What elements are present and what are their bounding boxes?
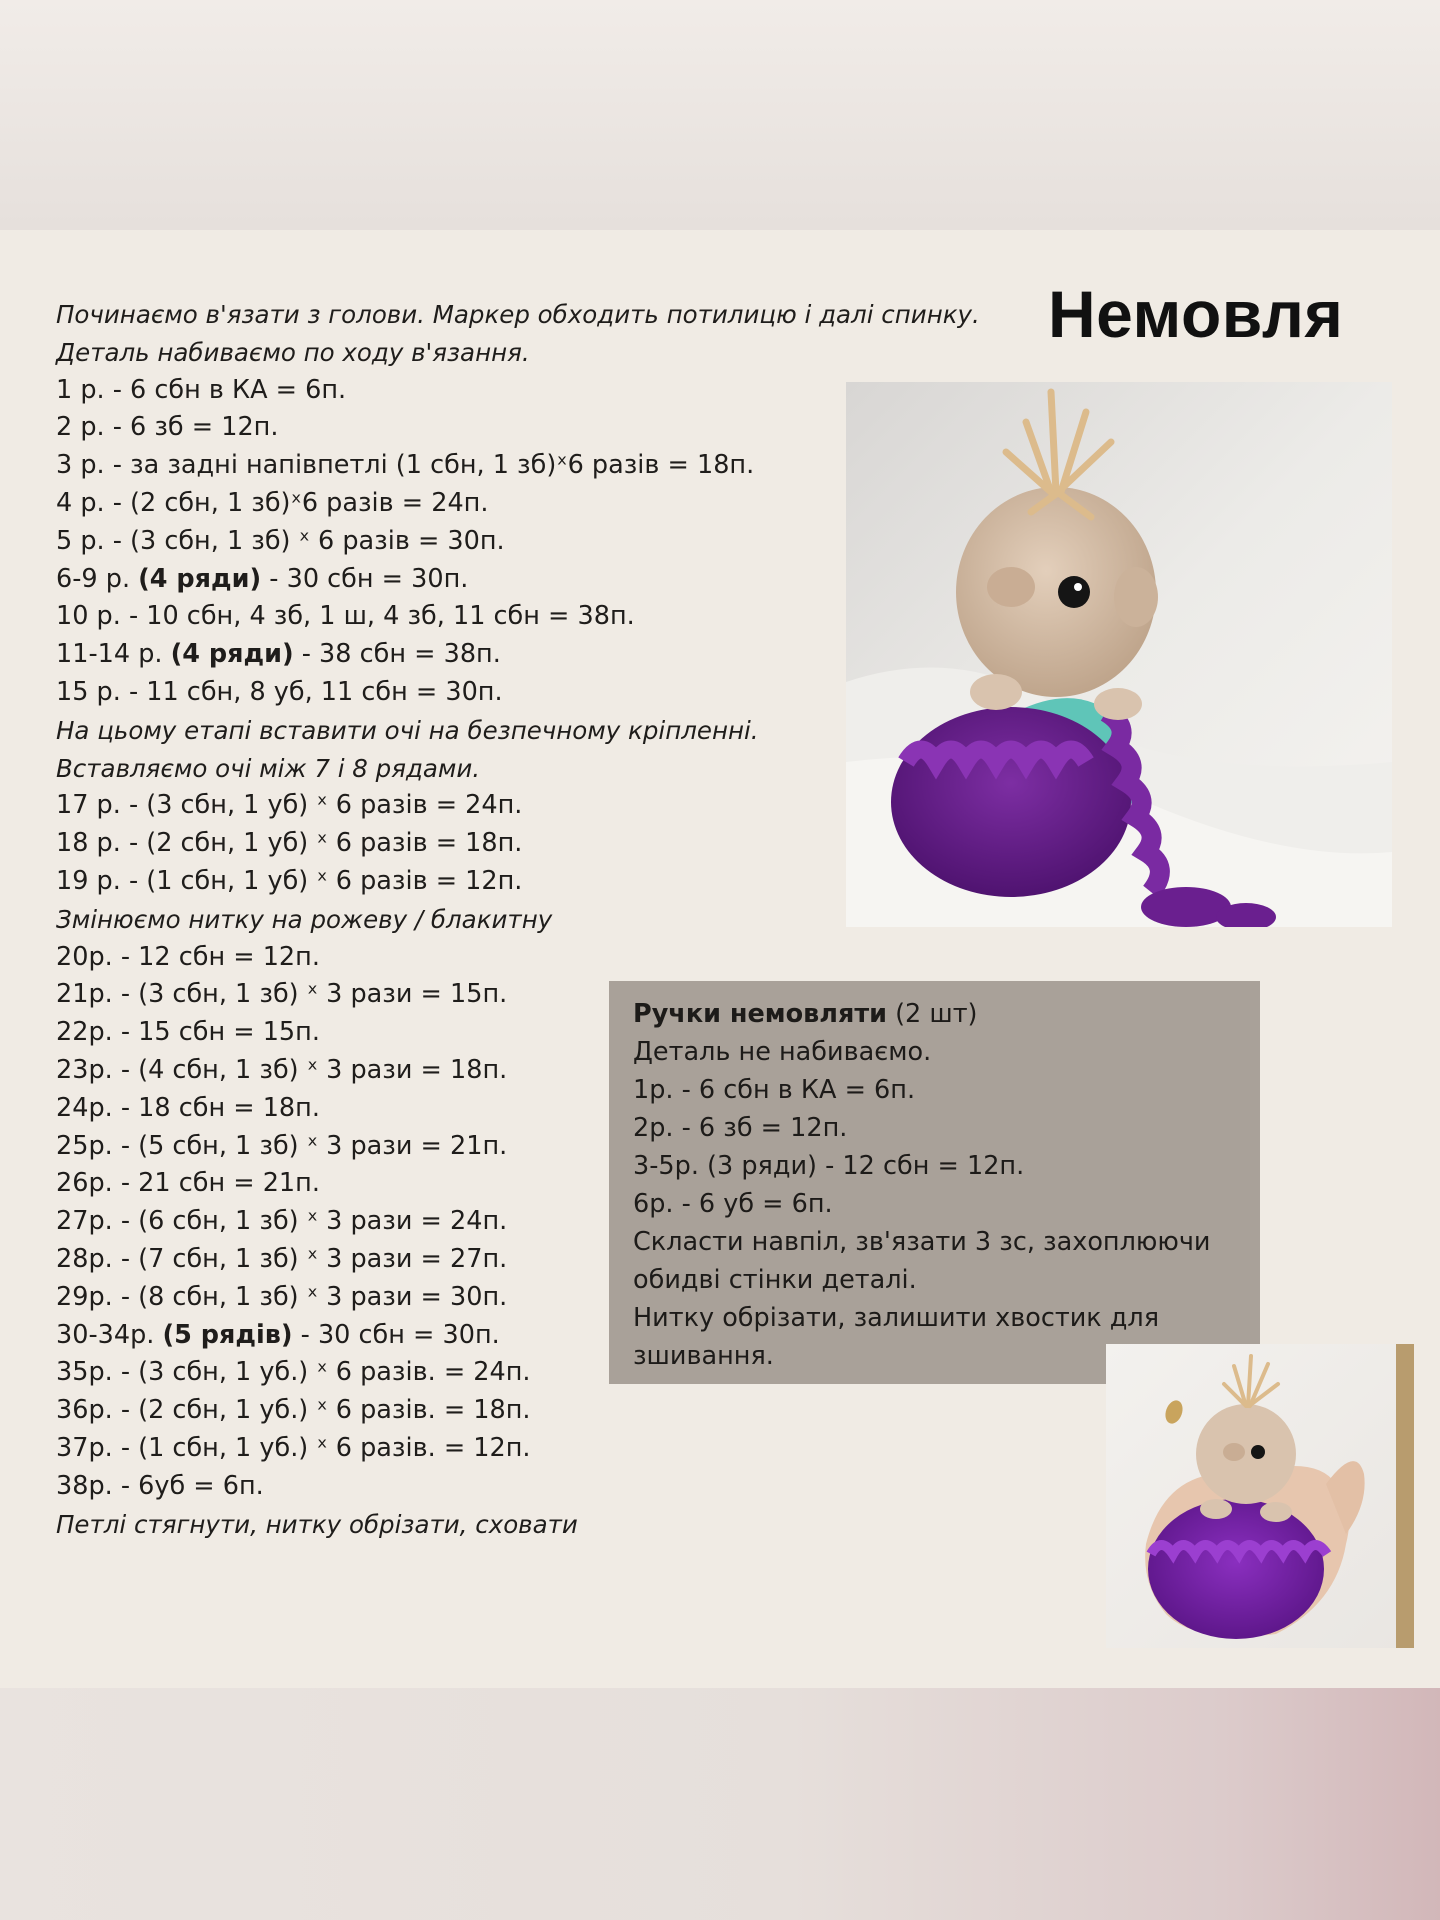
step-row: 28р. - (7 сбн, 1 зб) ˣ 3 рази = 27п.	[56, 1243, 508, 1274]
step-row: 11-14 р. (4 ряди) - 38 сбн = 38п.	[56, 639, 501, 670]
step-row: 2 р. - 6 зб = 12п.	[56, 412, 279, 443]
step-row: 36р. - (2 сбн, 1 уб.) ˣ 6 разів. = 18п.	[56, 1395, 531, 1426]
arms-line: 3-5р. (3 ряди) - 12 сбн = 12п.	[633, 1151, 1025, 1181]
arms-heading: Ручки немовляти (2 шт)	[633, 999, 978, 1029]
step-row: 27р. - (6 сбн, 1 зб) ˣ 3 рази = 24п.	[56, 1206, 508, 1237]
step-row: 1 р. - 6 сбн в КА = 6п.	[56, 374, 347, 405]
step-row: 23р. - (4 сбн, 1 зб) ˣ 3 рази = 18п.	[56, 1054, 508, 1085]
doll-photo	[846, 382, 1392, 927]
arms-line: Деталь не набиваємо.	[633, 1037, 932, 1067]
eyes-note: На цьому етапі вставити очі на безпечному кріпленні.	[56, 715, 759, 745]
step-row: 30-34р. (5 рядів) - 30 сбн = 30п.	[56, 1319, 500, 1350]
step-row: 38р. - 6уб = 6п.	[56, 1470, 264, 1501]
arms-line: 1р. - 6 сбн в КА = 6п.	[633, 1075, 916, 1105]
color-change-note: Змінюємо нитку на рожеву / блакитну	[56, 904, 553, 934]
bottom-background-band	[0, 1688, 1440, 1920]
top-background-band	[0, 0, 1440, 230]
step-row: 5 р. - (3 сбн, 1 зб) ˣ 6 разів = 30п.	[56, 525, 505, 556]
intro-line: Починаємо в'язати з голови. Маркер обходить потилицю і далі спинку.	[56, 300, 980, 329]
step-row: 17 р. - (3 сбн, 1 уб) ˣ 6 разів = 24п.	[56, 790, 523, 821]
doll-photo-illustration	[846, 382, 1392, 927]
finish-note: Петлі стягнути, нитку обрізати, сховати	[56, 1509, 578, 1539]
step-row: 10 р. - 10 сбн, 4 зб, 1 ш, 4 зб, 11 сбн = 38п.	[56, 601, 635, 632]
arms-line: Скласти навпіл, зв'язати 3 зс, захоплюючи	[633, 1227, 1211, 1257]
intro-line: Деталь набиваємо по ходу в'язання.	[56, 337, 530, 367]
arms-line: обидві стінки деталі.	[633, 1265, 917, 1295]
step-row: 15 р. - 11 сбн, 8 уб, 11 сбн = 30п.	[56, 676, 503, 707]
step-row: 4 р. - (2 сбн, 1 зб)ˣ6 разів = 24п.	[56, 487, 489, 518]
step-row: 3 р. - за задні напівпетлі (1 сбн, 1 зб)ˣ6 разів = 18п.	[56, 450, 755, 481]
step-row: 21р. - (3 сбн, 1 зб) ˣ 3 рази = 15п.	[56, 979, 508, 1010]
step-row: 18 р. - (2 сбн, 1 уб) ˣ 6 разів = 18п.	[56, 828, 523, 859]
step-row: 22р. - 15 сбн = 15п.	[56, 1017, 320, 1048]
arms-instructions-box	[609, 981, 1260, 1384]
doll-in-hand-illustration	[1106, 1344, 1414, 1648]
step-row: 37р. - (1 сбн, 1 уб.) ˣ 6 разів. = 12п.	[56, 1432, 531, 1463]
arms-line: зшивання.	[633, 1341, 774, 1371]
step-row: 24р. - 18 сбн = 18п.	[56, 1092, 320, 1123]
step-row: 19 р. - (1 сбн, 1 уб) ˣ 6 разів = 12п.	[56, 865, 523, 896]
step-row: 20р. - 12 сбн = 12п.	[56, 941, 320, 972]
eyes-note: Вставляємо очі між 7 і 8 рядами.	[56, 753, 481, 783]
arms-line: Нитку обрізати, залишити хвостик для	[633, 1303, 1160, 1333]
step-row: 25р. - (5 сбн, 1 зб) ˣ 3 рази = 21п.	[56, 1130, 508, 1161]
arms-line: 2р. - 6 зб = 12п.	[633, 1113, 848, 1143]
page-title: Немовля	[1048, 277, 1344, 351]
arms-line: 6р. - 6 уб = 6п.	[633, 1189, 833, 1219]
step-row: 6-9 р. (4 ряди) - 30 сбн = 30п.	[56, 563, 469, 594]
step-row: 35р. - (3 сбн, 1 уб.) ˣ 6 разів. = 24п.	[56, 1357, 531, 1388]
step-row: 26р. - 21 сбн = 21п.	[56, 1168, 320, 1199]
step-row: 29р. - (8 сбн, 1 зб) ˣ 3 рази = 30п.	[56, 1281, 508, 1312]
doll-in-hand-photo	[1106, 1344, 1414, 1648]
